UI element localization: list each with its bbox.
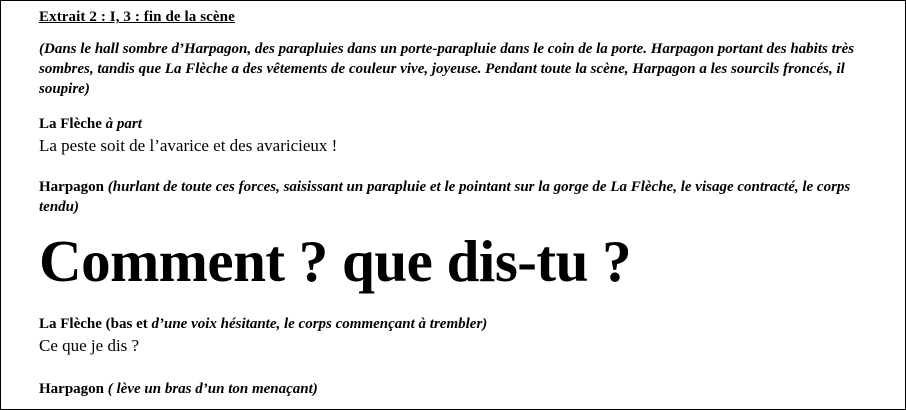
speaker-cue [39,380,883,400]
speaker-cue [39,315,883,335]
document-body [1,1,905,400]
speaker-cue [39,178,883,217]
spacer [39,158,883,178]
spacer [39,358,883,380]
speech-block-la-fleche-2 [39,315,883,356]
speech-block-harpagon-1 [39,178,883,295]
dialogue-line: La peste soit de l’avarice et des avaricieux ! [39,135,338,155]
stage-direction-inline: à part [105,116,142,133]
dialogue-line: Ce que je dis ? [39,335,140,355]
speaker-name: La Flèche [39,116,102,133]
speech-block-la-fleche-1 [39,115,883,156]
stage-direction-inline: ( lève un bras d’un ton menaçant) [107,381,318,398]
speaker-name: La Flèche [39,316,102,333]
dialogue-line-shouted: Comment ? que dis-tu ? [39,228,632,295]
speaker-cue [39,115,883,135]
stage-direction-inline: (hurlant de toute ces forces, saisissant un parapluie et le pointant sur la gorge de La Flèche, le visage contracté, le corps tendu) [39,179,851,215]
speaker-name: Harpagon [39,381,105,398]
page-title: Extrait 2 : I, 3 : fin de la scène [39,9,235,25]
speech-block-harpagon-2 [39,380,883,400]
stage-direction-inline: d’une voix hésitante, le corps commençant à trembler) [151,316,488,333]
speaker-name: Harpagon [39,179,105,196]
opening-stage-direction: (Dans le hall sombre d’Harpagon, des parapluies dans un porte-parapluie dans le coin de la porte. Harpagon portant des habits très sombres, tandis que La Flèche a des vêtements de couleur vive, joyeuse. Pendant toute la scène, Harpagon a les sourcils froncés, il soupire) [39,41,855,97]
stage-direction-prefix: (bas et [105,316,148,333]
